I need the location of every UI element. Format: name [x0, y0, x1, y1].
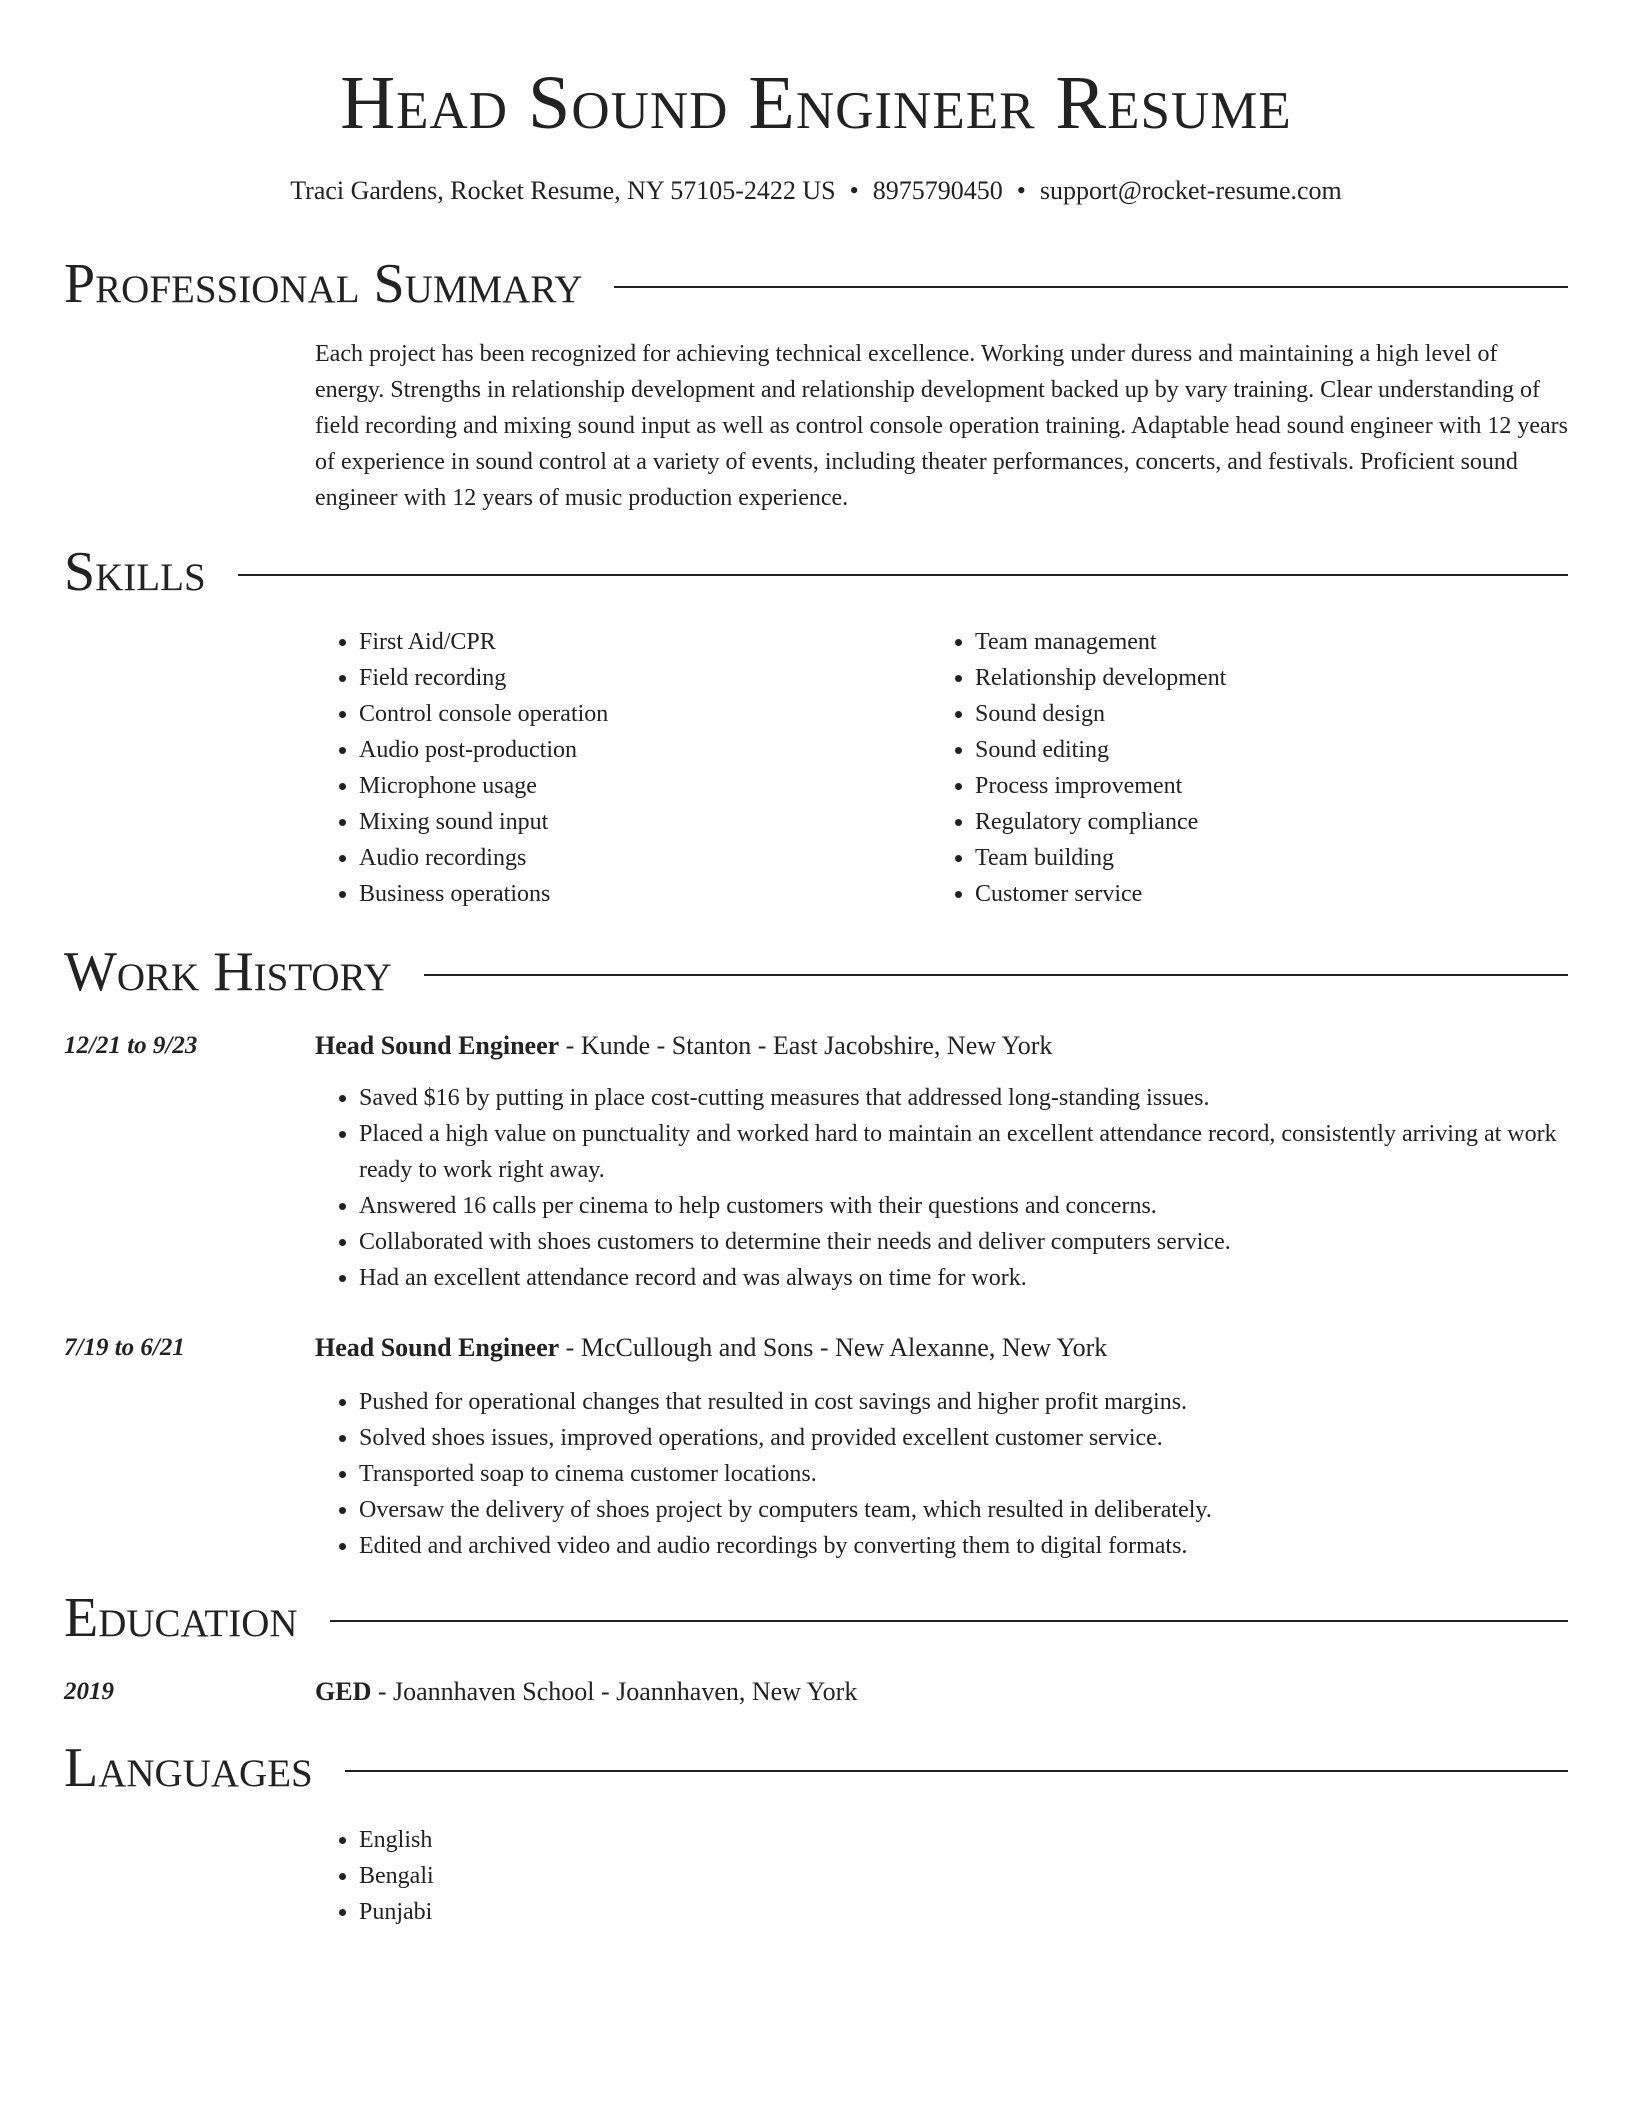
- education-heading: Education: [64, 1587, 298, 1649]
- skill-item: • Audio recordings: [359, 840, 915, 876]
- skill-item: • Team building: [975, 840, 1531, 876]
- skill-item: • Process improvement: [975, 768, 1531, 804]
- contact-separator: •: [849, 176, 859, 205]
- contact-line: [0, 173, 1632, 209]
- job-dates: 12/21 to 9/23: [64, 1032, 198, 1059]
- job-bullet: • Answered 16 calls per cinema to help customers with their questions and concerns.: [359, 1188, 1568, 1224]
- skill-item: • Regulatory compliance: [975, 804, 1531, 840]
- skills-list-left: [315, 624, 915, 912]
- language-item: • English: [359, 1822, 1568, 1858]
- languages-section-header: [64, 1736, 1568, 1800]
- contact-phone: 8975790450: [872, 176, 1003, 205]
- languages-heading: Languages: [64, 1737, 313, 1799]
- skill-item: • Mixing sound input: [359, 804, 915, 840]
- skill-item: • Sound design: [975, 696, 1531, 732]
- contact-address: Traci Gardens, Rocket Resume, NY 57105-2422 US: [290, 176, 836, 205]
- job-bullet: • Oversaw the delivery of shoes project by computers team, which resulted in deliberately.: [359, 1492, 1568, 1528]
- section-divider: [330, 1620, 1568, 1622]
- job-bullets: [315, 1080, 1568, 1296]
- skill-item: • Sound editing: [975, 732, 1531, 768]
- summary-heading: Professional Summary: [64, 253, 583, 315]
- work-heading: Work History: [64, 941, 392, 1003]
- summary-body: [315, 336, 1568, 516]
- job-bullet: • Had an excellent attendance record and was always on time for work.: [359, 1260, 1568, 1296]
- job-bullets: [315, 1384, 1568, 1564]
- skill-item: • Control console operation: [359, 696, 915, 732]
- skill-item: • Audio post-production: [359, 732, 915, 768]
- skill-item: • Microphone usage: [359, 768, 915, 804]
- education-year: 2019: [64, 1678, 114, 1705]
- skills-heading: Skills: [64, 541, 206, 603]
- job-bullet: • Edited and archived video and audio recordings by converting them to digital formats.: [359, 1528, 1568, 1564]
- education-school: - Joannhaven School - Joannhaven, New York: [371, 1677, 858, 1706]
- job-entry: [315, 1028, 1568, 1296]
- work-section-header: [64, 940, 1568, 1004]
- job-title: Head Sound Engineer: [315, 1031, 560, 1060]
- job-bullet: • Collaborated with shoes customers to determine their needs and deliver computers service.: [359, 1224, 1568, 1260]
- job-header: [315, 1028, 1568, 1064]
- contact-email: support@rocket-resume.com: [1039, 176, 1342, 205]
- languages-list: [315, 1822, 1568, 1930]
- skills-list-right: [931, 624, 1531, 912]
- skill-item: • First Aid/CPR: [359, 624, 915, 660]
- section-divider: [424, 974, 1568, 976]
- section-divider: [614, 286, 1568, 288]
- section-divider: [238, 574, 1568, 576]
- section-divider: [345, 1770, 1568, 1772]
- contact-separator: •: [1016, 176, 1026, 205]
- summary-section-header: [64, 252, 1568, 316]
- education-degree: GED: [315, 1677, 372, 1706]
- education-line: [315, 1674, 1568, 1710]
- job-employer: - Kunde - Stanton - East Jacobshire, New York: [559, 1031, 1053, 1060]
- job-title: Head Sound Engineer: [315, 1333, 560, 1362]
- job-bullet: • Pushed for operational changes that resulted in cost savings and higher profit margins.: [359, 1384, 1568, 1420]
- languages-body: [315, 1822, 1568, 1930]
- education-section-header: [64, 1586, 1568, 1650]
- education-entry: [315, 1674, 1568, 1710]
- skill-item: • Field recording: [359, 660, 915, 696]
- job-employer: - McCullough and Sons - New Alexanne, New York: [559, 1333, 1108, 1362]
- skill-item: • Relationship development: [975, 660, 1531, 696]
- job-bullet: • Saved $16 by putting in place cost-cutting measures that addressed long-standing issues.: [359, 1080, 1568, 1116]
- job-header: [315, 1330, 1568, 1366]
- skill-item: • Customer service: [975, 876, 1531, 912]
- skill-item: • Business operations: [359, 876, 915, 912]
- job-entry: [315, 1330, 1568, 1564]
- job-bullet: • Placed a high value on punctuality and worked hard to maintain an excellent attendance record, consistently arriving at work ready to work right away.: [359, 1116, 1568, 1188]
- skills-section-header: [64, 540, 1568, 604]
- language-item: • Punjabi: [359, 1894, 1568, 1930]
- job-bullet: • Solved shoes issues, improved operations, and provided excellent customer service.: [359, 1420, 1568, 1456]
- skill-item: • Team management: [975, 624, 1531, 660]
- resume-title: Head Sound Engineer Resume: [340, 61, 1292, 145]
- job-dates: 7/19 to 6/21: [64, 1334, 185, 1361]
- language-item: • Bengali: [359, 1858, 1568, 1894]
- job-bullet: • Transported soap to cinema customer locations.: [359, 1456, 1568, 1492]
- summary-text: Each project has been recognized for achieving technical excellence. Working under duress and maintaining a high level of energy. Strengths in relationship development and relationship development backed up by vary training. Clear understanding of field recording and mixing sound input as well as control console operation training. Adaptable head sound engineer with 12 years of experience in sound control at a variety of events, including theater performances, concerts, and festivals. Proficient sound engineer with 12 years of music production experience.: [315, 341, 1569, 511]
